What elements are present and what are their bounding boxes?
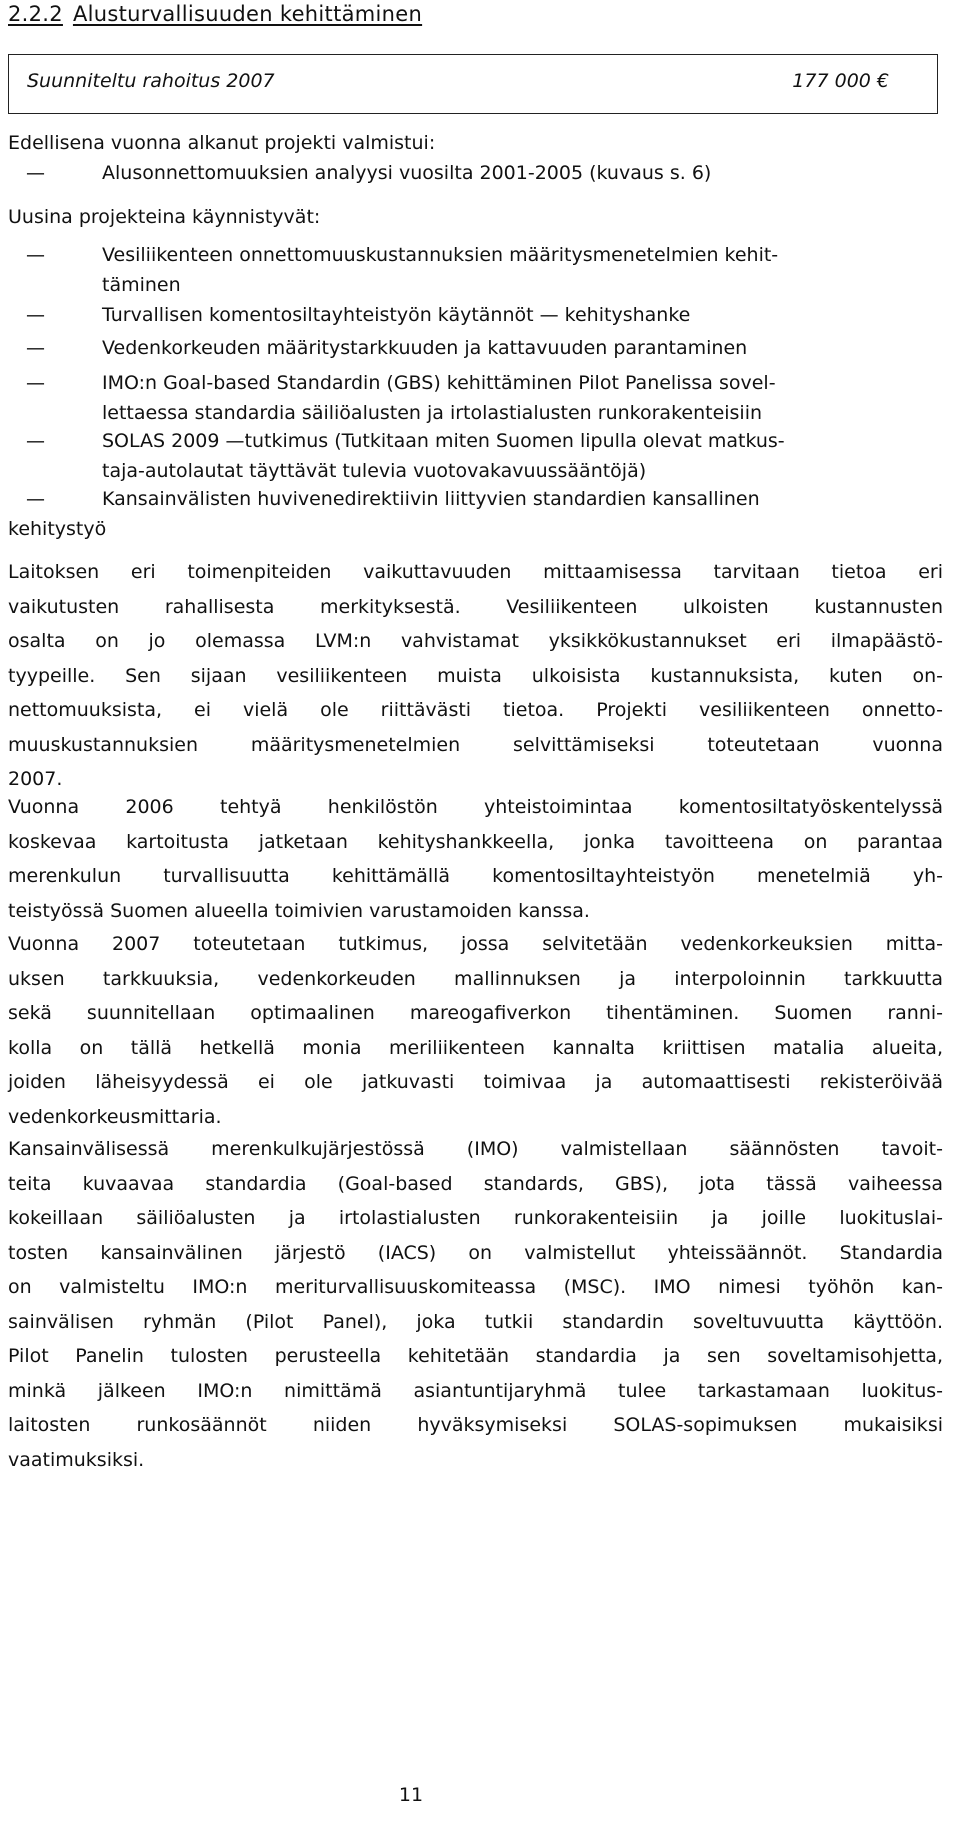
list-item-text: Vesiliikenteen onnettomuuskustannuksien määritysmenetelmien kehit- täminen — [102, 244, 779, 296]
list-item-text: Alusonnettomuuksien analyysi vuosilta 2001-2005 (kuvaus s. 6) — [102, 162, 712, 184]
list-dash: — — [26, 337, 45, 359]
list-dash: — — [26, 372, 45, 394]
started-list-item — [8, 240, 943, 300]
funding-box — [8, 54, 938, 114]
completed-intro: Edellisena vuonna alkanut projekti valmistui: — [8, 132, 436, 154]
list-item-text: Vedenkorkeuden määritystarkkuuden ja kattavuuden parantaminen — [102, 337, 748, 359]
list-dash: — — [26, 162, 45, 184]
list-item-text: Kansainvälisten huvivenedirektiivin liittyvien standardien kansallinen kehitystyö — [8, 488, 760, 540]
body-paragraph: Vuonna 2007 toteutetaan tutkimus, jossa selvitetään vedenkorkeuksien mitta- uksen tarkkuuksia, vedenkorkeuden mallinnuksen ja interpoloinnin tarkkuutta sekä suunnitellaan optimaalinen mareogafiverkon tihentäminen. Suomen ranni- kolla on tällä hetkellä monia meriliikenteen kannalta kriittisen matalia alueita, joiden läheisyydessä ei ole jatkuvasti toimivaa ja automaattisesti rekisteröivää vedenkorkeusmittaria. — [8, 933, 943, 1128]
body-paragraph: Laitoksen eri toimenpiteiden vaikuttavuuden mittaamisessa tarvitaan tietoa eri vaikutusten rahallisesta merkityksestä. Vesiliikenteen ulkoisten kustannusten osalta on jo olemassa LVM:n vahvistamat yksikkökustannukset eri ilmapäästö- tyypeille. Sen sijaan vesiliikenteen muista ulkoisista kustannuksista, kuten on- nettomuuksista, ei vielä ole riittävästi tietoa. Projekti vesiliikenteen onnetto- muuskustannuksien määritysmenetelmien selvittämiseksi toteutetaan vuonna 2007. — [8, 561, 943, 790]
page-number: 11 — [398, 1784, 424, 1806]
funding-label: Suunniteltu rahoitus 2007 — [27, 70, 275, 92]
started-list-item — [8, 484, 943, 544]
section-number: 2.2.2 — [8, 2, 63, 26]
started-list-item — [8, 300, 943, 330]
list-dash: — — [26, 244, 45, 266]
list-dash: — — [26, 430, 45, 452]
started-list-item — [8, 368, 943, 428]
started-list-item — [8, 333, 943, 363]
section-title: Alusturvallisuuden kehittäminen — [72, 2, 423, 26]
body-paragraph: Kansainvälisessä merenkulkujärjestössä (IMO) valmistellaan säännösten tavoit- teita kuvaavaa standardia (Goal-based standards, GBS), jota tässä vaiheessa kokeillaan säiliöalusten ja irtolastialusten runkorakenteisiin ja joille luokituslai- tosten kansainvälinen järjestö (IACS) on valmistellut yhteissäännöt. Standardia on valmisteltu IMO:n meriturvallisuuskomiteassa (MSC). IMO nimesi työhön kan- sainvälisen ryhmän (Pilot Panel), joka tutkii standardin soveltuvuutta käyttöön. Pilot Panelin tulosten perusteella kehitetään standardia ja sen soveltamisohjetta, minkä jälkeen IMO:n nimittämä asiantuntijaryhmä tulee tarkastamaan luokitus- laitosten runkosäännöt niiden hyväksymiseksi SOLAS-sopimuksen mukaisiksi vaatimuksiksi. — [8, 1138, 943, 1471]
completed-list-item — [8, 158, 943, 188]
section-heading — [8, 2, 422, 26]
list-dash: — — [26, 304, 45, 326]
list-item-text: SOLAS 2009 —tutkimus (Tutkitaan miten Suomen lipulla olevat matkus- taja-autolautat täyttävät tulevia vuotovakavuussääntöjä) — [102, 430, 785, 482]
list-item-text: Turvallisen komentosiltayhteistyön käytännöt — kehityshanke — [102, 304, 691, 326]
funding-amount: 177 000 € — [792, 70, 889, 92]
list-dash: — — [26, 488, 45, 510]
list-item-text: IMO:n Goal-based Standardin (GBS) kehittäminen Pilot Panelissa sovel- lettaessa standardia säiliöalusten ja irtolastialusten runkorakenteisiin — [102, 372, 776, 424]
body-paragraph: Vuonna 2006 tehtyä henkilöstön yhteistoimintaa komentosiltatyöskentelyssä koskevaa kartoitusta jatketaan kehityshankkeella, jonka tavoitteena on parantaa merenkulun turvallisuutta kehittämällä komentosiltayhteistyön menetelmiä yh- teistyössä Suomen alueella toimivien varustamoiden kanssa. — [8, 796, 943, 922]
started-intro: Uusina projekteina käynnistyvät: — [8, 206, 321, 228]
started-list-item — [8, 426, 943, 486]
